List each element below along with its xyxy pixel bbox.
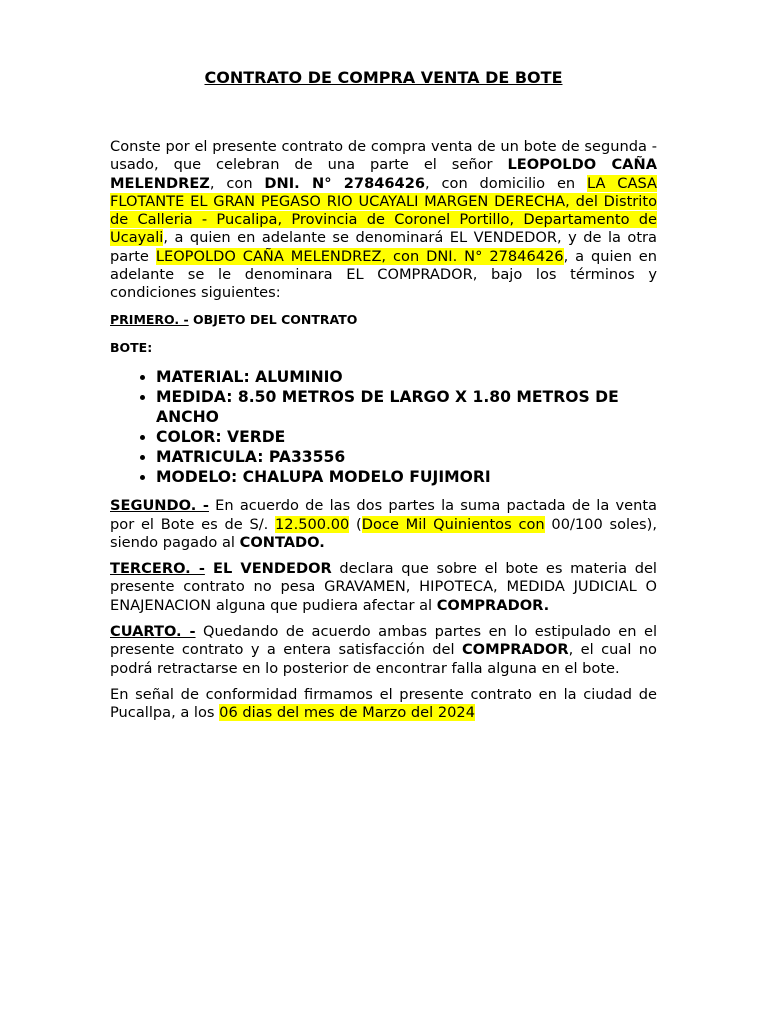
buyer-highlight: LEOPOLDO CAÑA MELENDREZ, con DNI. N° 27846426 [155, 247, 564, 265]
segundo-text-2: ( [349, 515, 362, 533]
document-title: CONTRATO DE COMPRA VENTA DE BOTE [204, 68, 563, 87]
clause-segundo-label: SEGUNDO. - [110, 497, 209, 515]
clause-cuarto-label: CUARTO. - [110, 623, 196, 641]
intro-text-2: , con [209, 174, 265, 192]
bote-label: BOTE: [110, 339, 153, 355]
clause-cuarto [110, 623, 657, 678]
intro-text-1: Conste por el presente contrato de compra venta de un bote de segunda -usado, que celebran de una parte el señor [110, 138, 657, 174]
cuarto-comprador: COMPRADOR [461, 641, 569, 659]
spec-color: • COLOR: VERDE [156, 427, 657, 447]
clause-primero [110, 311, 657, 329]
segundo-text-3: 00/100 soles), siendo pagado al [110, 515, 657, 551]
price-amount: 12.500.00 [275, 515, 350, 533]
segundo-text-1: En acuerdo de las dos partes la suma pactada de la venta por el Bote es de S/. [110, 497, 657, 533]
signing-date: 06 dias del mes de Marzo del 2024 [219, 704, 475, 722]
seller-dni: DNI. N° 27846426 [264, 174, 426, 192]
closing-paragraph [110, 686, 657, 723]
document-body [110, 68, 657, 731]
intro-text-3: , con domicilio en [425, 174, 588, 192]
spec-material: • MATERIAL: ALUMINIO [156, 367, 657, 387]
clause-tercero [110, 560, 657, 615]
spec-matricula: • MATRICULA: PA33556 [156, 447, 657, 467]
clause-segundo [110, 497, 657, 552]
intro-text-5: , a quien en adelante se le denominara EL COMPRADOR, bajo los términos y condiciones siguientes: [110, 247, 657, 302]
tercero-comprador: COMPRADOR. [436, 596, 550, 614]
spec-modelo: • MODELO: CHALUPA MODELO FUJIMORI [156, 467, 657, 487]
payment-method: CONTADO. [239, 533, 325, 551]
clause-tercero-label: TERCERO. - [110, 560, 205, 578]
spec-medida: • MEDIDA: 8.50 METROS DE LARGO X 1.80 METROS DE ANCHO [156, 387, 657, 427]
cuarto-text-1: Quedando de acuerdo ambas partes en lo estipulado en el presente contrato y a entera satisfacción del [110, 623, 657, 659]
price-in-words: Doce Mil Quinientos con [361, 515, 545, 533]
seller-name: LEOPOLDO CAÑA MELENDREZ [110, 156, 657, 192]
closing-text: En señal de conformidad firmamos el presente contrato en la ciudad de Pucallpa, a los [110, 685, 657, 722]
clause-primero-text: OBJETO DEL CONTRATO [188, 311, 358, 327]
intro-text-4: , a quien en adelante se denominará EL VENDEDOR, y de la otra parte [110, 229, 657, 265]
boat-spec-list [110, 367, 657, 487]
tercero-text-1: declara que sobre el bote es materia del presente contrato no pesa GRAVAMEN, HIPOTECA, MEDIDA JUDICIAL O ENAJENACION alguna que pudiera afectar al [110, 560, 657, 614]
seller-address-highlight: LA CASA FLOTANTE EL GRAN PEGASO RIO UCAYALI MARGEN DERECHA, del Distrito de Calleria - Pucalipa, Provincia de Coronel Portillo, Departamento de Ucayali [110, 174, 657, 247]
tercero-vendedor: EL VENDEDOR [204, 560, 332, 578]
intro-paragraph [110, 138, 657, 303]
cuarto-text-2: , el cual no podrá retractarse en lo posterior de encontrar falla alguna en el bote. [110, 641, 657, 677]
clause-primero-label: PRIMERO. - [110, 311, 189, 327]
